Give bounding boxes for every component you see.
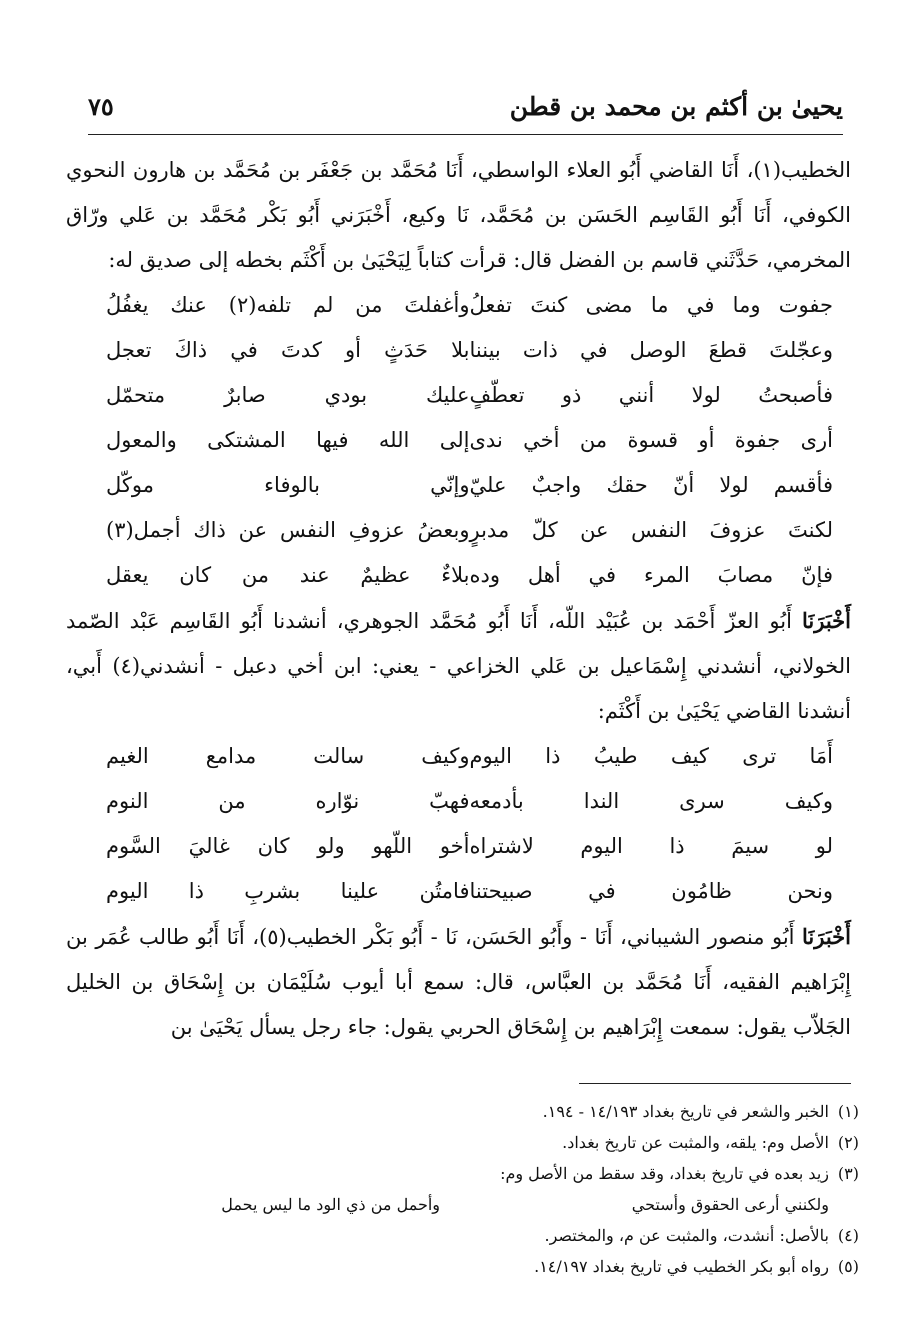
- first-hemistich: وعجّلتَ قطعَ الوصل في ذات بيننا: [469, 338, 833, 362]
- footnote-number: (٤): [837, 1226, 859, 1245]
- first-hemistich: لكنتَ عزوفَ النفس عن كلّ مدبرٍ: [469, 518, 833, 542]
- verse-line: [66, 328, 851, 373]
- footnote-text: الخبر والشعر في تاريخ بغداد ١٤/١٩٣ - ١٩٤.: [542, 1102, 829, 1121]
- first-hemistich: أرى جفوة أو قسوة من أخي ندى: [469, 428, 833, 452]
- footnote-item: [66, 1158, 859, 1189]
- footnote-number: (١): [837, 1102, 859, 1121]
- first-hemistich: فأقسم لولا أنّ حقك واجبٌ عليّ: [469, 473, 833, 497]
- first-hemistich: جفوت وما في ما مضى كنتَ تفعلُ: [469, 293, 833, 317]
- second-hemistich: بلا حَدَثٍ أو كدتَ في ذاكَ تعجل: [106, 338, 470, 362]
- first-hemistich: فأصبحتُ لولا أنني ذو تعطّفٍ: [469, 383, 833, 407]
- footnote-text: رواه أبو بكر الخطيب في تاريخ بغداد ١٤/١٩٧.: [534, 1257, 829, 1276]
- second-hemistich: عليك بودي صابرٌ متحمّل: [106, 383, 470, 407]
- first-hemistich: لو سيمَ ذا اليوم لاشتراه: [469, 834, 833, 858]
- verse-line: [66, 508, 851, 553]
- footnote-number: (٢): [837, 1133, 859, 1152]
- second-hemistich: وأحمل من ذي الود ما ليس يحمل: [221, 1195, 440, 1214]
- poem-1: [66, 283, 851, 598]
- footnote-number: (٣): [837, 1164, 859, 1183]
- verse-line: [66, 283, 851, 328]
- page-header: [88, 92, 843, 132]
- verse-line: [66, 779, 851, 824]
- second-hemistich: وأغفلتَ من لم تلفه(٢) عنك يغفُلُ: [106, 293, 470, 317]
- second-hemistich: أخو اللّهو ولو كان غاليَ السَّوم: [106, 834, 470, 858]
- verse-line: [66, 373, 851, 418]
- footnote-text: زيد بعده في تاريخ بغداد، وقد سقط من الأصل وم:: [500, 1164, 829, 1183]
- second-hemistich: وإنّي بالوفاء موكّل: [106, 473, 470, 497]
- paragraph-3: [66, 914, 851, 1050]
- header-rule: [88, 134, 843, 135]
- second-hemistich: وبعضُ عزوفِ النفس عن ذاك أجمل(٣): [106, 518, 470, 542]
- paragraph-3-text: أَبُو منصور الشيباني، أَنَا - وأَبُو الحَسَن، نَا - أَبُو بَكْر الخطيب(٥)، أَنَا أَبُو طالب عُمَر بن إِبْرَاهيم الفقيه، أَنَا مُحَمَّد بن العبَّاس، قال: سمع أبا أيوب سُلَيْمَان بن إِسْحَاق بن الخليل الجَلاّب يقول: سمعت إِبْرَاهيم بن إِسْحَاق الحربي يقول: جاء رجل يسأل يَحْيَىٰ بن: [66, 925, 851, 1039]
- second-hemistich: إلى الله فيها المشتكى والمعول: [106, 428, 470, 452]
- isnad-lead: أَخْبَرَنَا: [802, 608, 851, 633]
- isnad-lead: أَخْبَرَنَا: [801, 924, 851, 949]
- second-hemistich: فامتُن علينا بشربِ ذا اليوم: [106, 879, 470, 903]
- first-hemistich: ونحن ظامُون في صبيحتنا: [469, 879, 833, 903]
- verse-line: [66, 824, 851, 869]
- footnotes: [66, 1096, 859, 1282]
- verse-line: [66, 869, 851, 914]
- verse-line: [66, 553, 851, 598]
- verse-line: [66, 418, 851, 463]
- second-hemistich: وكيف سالت مدامع الغيم: [106, 744, 470, 768]
- verse-line: [66, 734, 851, 779]
- footnote-number: (٥): [837, 1257, 859, 1276]
- paragraph-1: الخطيب(١)، أَنَا القاضي أَبُو العلاء الواسطي، أَنَا مُحَمَّد بن جَعْفَر بن مُحَمَّد بن هارون النحوي الكوفي، أَنَا أَبُو القَاسِم الحَسَن بن مُحَمَّد، نَا وكيع، أَخْبَرَني أَبُو بَكْر مُحَمَّد بن عَلي ورّاق المخرمي، حَدَّثَني قاسم بن الفضل قال: قرأت كتاباً لِيَحْيَىٰ بن أَكْثَم بخطه إلى صديق له:: [66, 158, 851, 272]
- footnote-text: بالأصل: أنشدت، والمثبت عن م، والمختصر.: [544, 1226, 829, 1245]
- running-title: يحيىٰ بن أكثم بن محمد بن قطن: [509, 92, 843, 121]
- footnote-item: [66, 1096, 859, 1127]
- poem-2: [66, 734, 851, 914]
- first-hemistich: ولكنني أرعى الحقوق وأستحي: [631, 1195, 829, 1214]
- first-hemistich: أَمَا ترى كيف طيبُ ذا اليوم: [469, 744, 833, 768]
- footnote-text: الأصل وم: يلقه، والمثبت عن تاريخ بغداد.: [562, 1133, 829, 1152]
- second-hemistich: بلاءٌ عظيمٌ عند من كان يعقل: [106, 563, 470, 587]
- footnote-item: [66, 1127, 859, 1158]
- first-hemistich: وكيف سرى الندا بأدمعه: [469, 789, 833, 813]
- paragraph-2: [66, 598, 851, 734]
- second-hemistich: فهبّ نوّاره من النوم: [106, 789, 470, 813]
- page-number: ٧٥: [88, 92, 114, 121]
- footnote-item: [66, 1251, 859, 1282]
- verse-line: [66, 463, 851, 508]
- footnote-verse: [66, 1189, 859, 1220]
- paragraph-2-text: أَبُو العزّ أَحْمَد بن عُبَيْد اللّه، أَنَا أَبُو مُحَمَّد الجوهري، أنشدنا أَبُو القَاسِم عَبْد الصّمد الخولاني، أنشدني إِسْمَاعيل بن عَلي الخزاعي - يعني: ابن أخي دعبل - أنشدني(٤) أَبي، أنشدنا القاضي يَحْيَىٰ بن أَكْثَم:: [66, 609, 851, 723]
- first-hemistich: فإنّ مصابَ المرء في أهل وده: [469, 563, 833, 587]
- main-text: [66, 148, 851, 1050]
- footnote-item: [66, 1220, 859, 1251]
- footnote-rule: [579, 1083, 851, 1084]
